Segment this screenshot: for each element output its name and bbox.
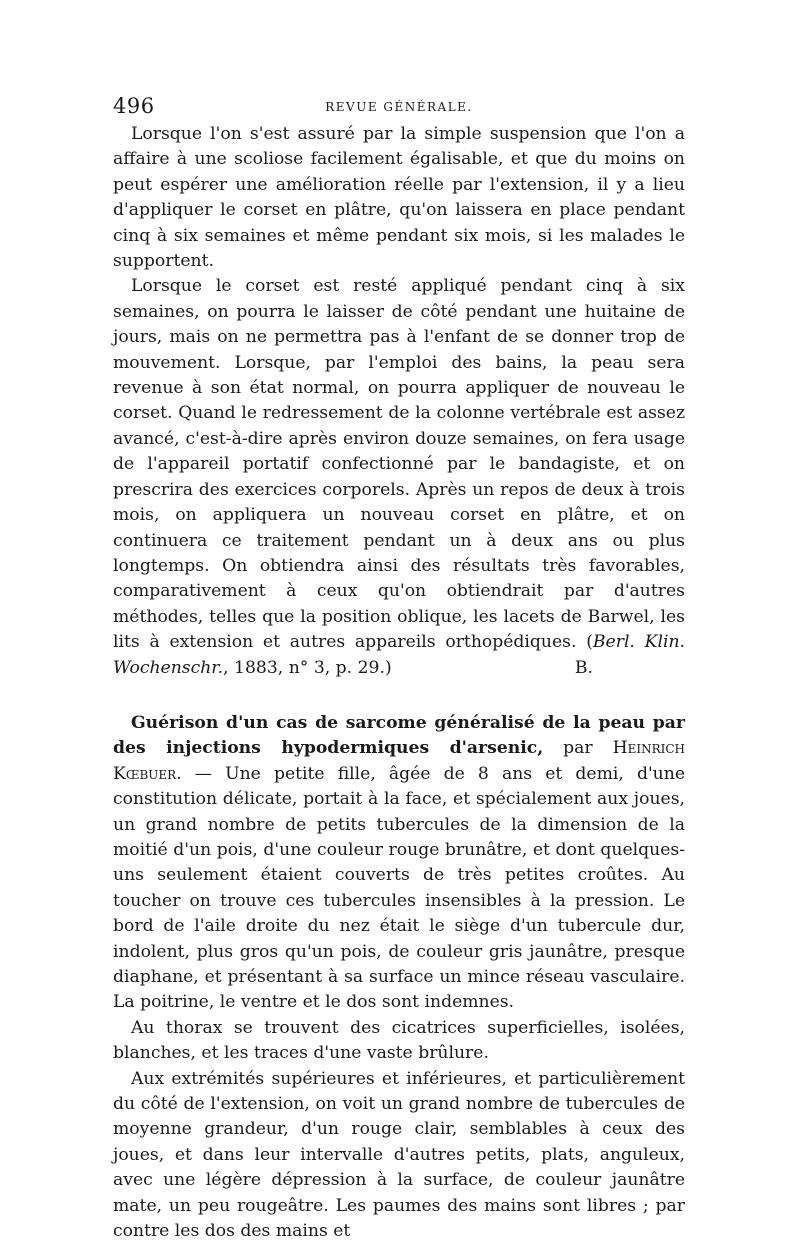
article-heading-paragraph [113,711,685,1016]
byline-by: par [543,738,613,759]
article-body [113,122,685,1244]
section-gap [113,681,685,711]
paragraph: Au thorax se trouvent des cicatrices superficielles, isolées, blanches, et les traces d'une vaste brûlure. [113,1017,685,1064]
paragraph: Lorsque l'on s'est assuré par la simple suspension que l'on a affaire à une scoliose facilement égalisable, et que du moins on peut espérer une amélioration réelle par l'extension, il y a lieu d'appliquer le corset en plâtre, qu'on laissera en place pendant cinq à six semaines et même pendant six mois, si les malades le supportent. [113,124,685,272]
byline-dash: . — [176,763,226,784]
paragraph-text: Lorsque le corset est resté appliqué pendant cinq à six semaines, on pourra le laisser de côté pendant une huitaine de jours, mais on ne permettra pas à l'enfant de se donner trop de mouvement. Lorsque, par l'emploi des bains, la peau sera revenue à son état normal, on pourra appliquer de nouveau le corset. Quand le redressement de la colonne vertébrale est assez avancé, c'est-à-dire après environ douze semaines, on fera usage de l'appareil portatif confectionné par le bandagiste, et on prescrira des exercices corporels. Après un repos de deux à trois mois, on appliquera un nouveau corset en plâtre, et on continuera ce traitement pendant un à deux ans ou plus longtemps. On obtiendra ainsi des résultats très favorables, comparativement à ceux qu'on obtiendrait par d'autres méthodes, telles que la position oblique, les lacets de Barwel, les lits à extension et autres appareils orthopédiques. [113,276,685,653]
article-title: Guérison d'un cas de sarcome généralisé de la peau par des injections hypodermiques d'arsenic, [113,712,685,759]
author-initial: B. [574,657,593,678]
running-head: REVUE GÉNÉRALE. [325,100,473,114]
citation-details: , 1883, n° 3, p. 29.) [223,657,392,678]
page-number: 496 [113,94,155,118]
page [113,94,685,1244]
citation-open: ( [586,632,593,653]
paragraph: Aux extrémités supérieures et inférieures, et particulièrement du côté de l'extension, on voit un grand nombre de tubercules de moyenne grandeur, d'un rouge clair, semblables à ceux des joues, et dans leur intervalle d'autres petits, plats, anguleux, avec une légère dépression à la surface, de couleur jaunâtre mate, un peu rougeâtre. Les paumes des mains sont libres ; par contre les dos des mains et [113,1068,685,1242]
paragraph [113,274,685,681]
citation-journal: Berl. Klin. Wochenschr. [113,632,686,678]
paragraph-text: Une petite fille, âgée de 8 ans et demi, d'une constitution délicate, portait à la face, et spécialement aux joues, un grand nombre de petits tubercules de la dimension de la moitié d'un pois, d'une couleur rouge brunâtre, et dont quelques-uns seulement étaient couverts de très petites croûtes. Au toucher on trouve ces tubercules insensibles à la pression. Le bord de l'aile droite du nez était le siège d'un tubercule dur, indolent, plus gros qu'un pois, de couleur gris jaunâtre, presque diaphane, et présentant à sa surface un mince réseau vasculaire. La poitrine, le ventre et le dos sont indemnes. [113,763,685,1013]
page-header [113,94,685,122]
article-author: Heinrich Kœbuer [113,738,685,784]
